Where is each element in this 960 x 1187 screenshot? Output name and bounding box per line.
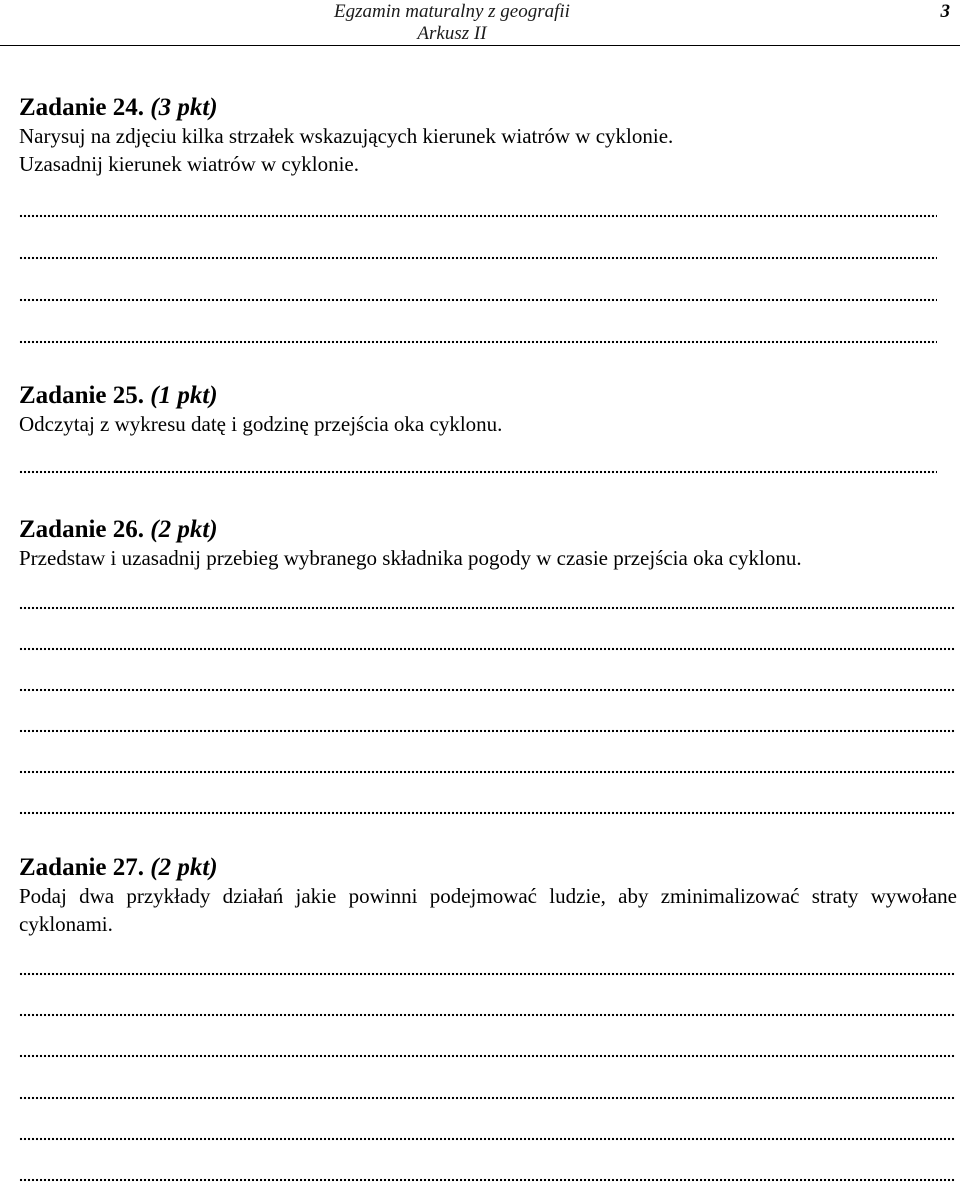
exam-sheet: Arkusz II	[417, 23, 487, 44]
task-points: (3 pkt)	[150, 94, 218, 121]
answer-line[interactable]	[19, 972, 955, 976]
task-24	[19, 94, 673, 178]
task-heading	[19, 516, 802, 544]
answer-line[interactable]	[19, 729, 955, 733]
task-points: (1 pkt)	[150, 382, 218, 409]
header-divider	[0, 45, 960, 46]
task-heading	[19, 854, 957, 882]
answer-line[interactable]	[19, 811, 955, 815]
answer-line[interactable]	[19, 214, 937, 218]
task-label: Zadanie 26.	[19, 516, 145, 543]
task-25	[19, 382, 502, 438]
answer-line[interactable]	[19, 606, 955, 610]
task-26	[19, 516, 802, 572]
answer-line[interactable]	[19, 256, 937, 260]
task-points: (2 pkt)	[150, 516, 218, 543]
answer-line[interactable]	[19, 1137, 955, 1141]
answer-line[interactable]	[19, 1096, 955, 1100]
task-instruction: Uzasadnij kierunek wiatrów w cyklonie.	[19, 152, 359, 176]
answer-line[interactable]	[19, 1178, 955, 1182]
answer-line[interactable]	[19, 298, 937, 302]
task-points: (2 pkt)	[150, 854, 218, 881]
task-label: Zadanie 27.	[19, 854, 145, 881]
task-instruction: Odczytaj z wykresu datę i godzinę przejścia oka cyklonu.	[19, 412, 503, 436]
page-number: 3	[940, 1, 950, 22]
answer-line[interactable]	[19, 647, 955, 651]
task-label: Zadanie 25.	[19, 382, 145, 409]
task-instruction: Podaj dwa przykłady działań jakie powinni podejmować ludzie, aby zminimalizować straty wywołane cyklonami.	[19, 884, 957, 936]
answer-line[interactable]	[19, 1054, 955, 1058]
page-header	[0, 0, 960, 48]
answer-line[interactable]	[19, 340, 937, 344]
task-27	[19, 854, 957, 938]
task-label: Zadanie 24.	[19, 94, 145, 121]
answer-line[interactable]	[19, 770, 955, 774]
answer-line[interactable]	[19, 470, 937, 474]
task-instruction: Przedstaw i uzasadnij przebieg wybranego składnika pogody w czasie przejścia oka cyklonu.	[19, 546, 802, 570]
task-heading	[19, 382, 502, 410]
answer-line[interactable]	[19, 1013, 955, 1017]
exam-title: Egzamin maturalny z geografii	[334, 1, 570, 22]
task-heading	[19, 94, 673, 122]
task-instruction: Narysuj na zdjęciu kilka strzałek wskazujących kierunek wiatrów w cyklonie.	[19, 124, 674, 148]
answer-line[interactable]	[19, 688, 955, 692]
